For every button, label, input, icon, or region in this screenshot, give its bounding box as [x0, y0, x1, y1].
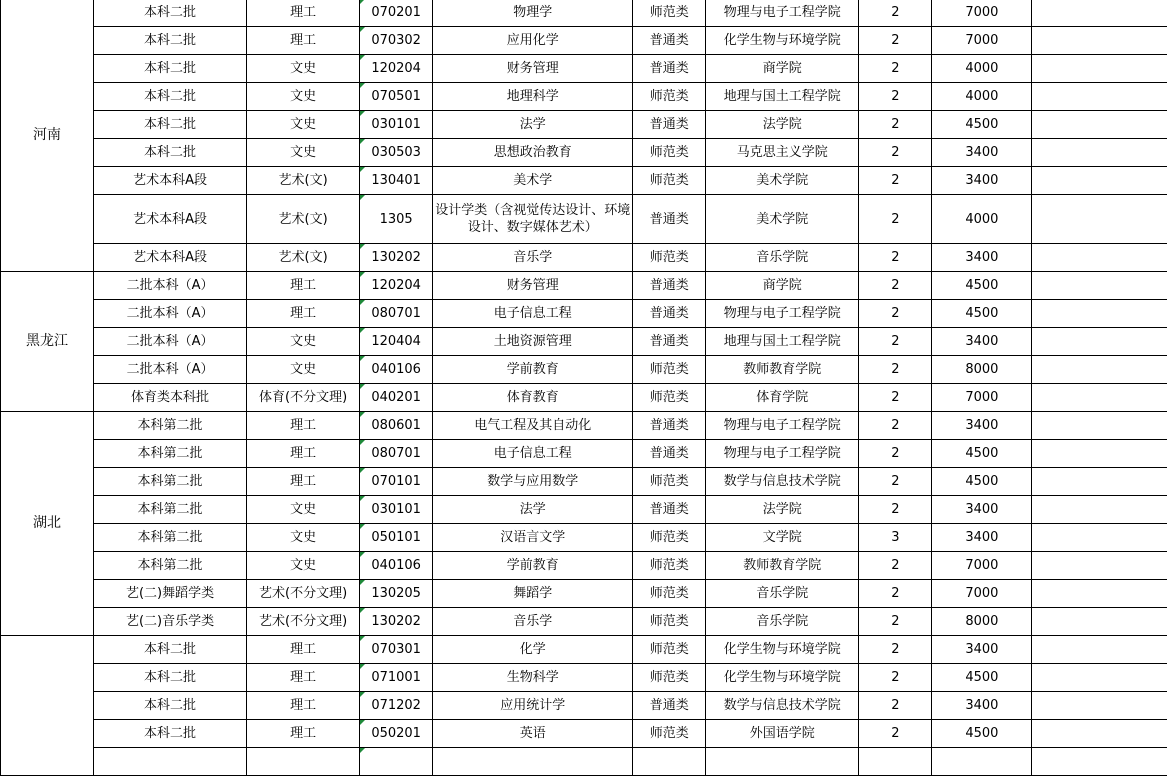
type-cell: 普通类 — [633, 111, 706, 139]
years-cell: 2 — [859, 720, 932, 748]
batch-cell: 本科第二批 — [94, 412, 247, 440]
type-cell: 普通类 — [633, 440, 706, 468]
years-cell: 2 — [859, 300, 932, 328]
empty-cell — [1032, 27, 1167, 55]
code-cell: 080701 — [360, 440, 433, 468]
empty-cell — [1032, 195, 1167, 244]
college-cell: 化学生物与环境学院 — [706, 636, 859, 664]
college-cell: 音乐学院 — [706, 244, 859, 272]
empty-cell — [1032, 0, 1167, 27]
college-cell: 化学生物与环境学院 — [706, 664, 859, 692]
empty-cell — [1032, 384, 1167, 412]
type-cell: 普通类 — [633, 300, 706, 328]
college-cell: 数学与信息技术学院 — [706, 468, 859, 496]
college-cell: 文学院 — [706, 524, 859, 552]
college-cell: 地理与国土工程学院 — [706, 328, 859, 356]
batch-cell: 艺术本科A段 — [94, 195, 247, 244]
code-cell: 050101 — [360, 524, 433, 552]
code-cell: 1305 — [360, 195, 433, 244]
major-cell: 美术学 — [433, 167, 633, 195]
empty-cell — [1032, 636, 1167, 664]
major-cell: 应用化学 — [433, 27, 633, 55]
code-cell: 120204 — [360, 55, 433, 83]
major-cell: 化学 — [433, 636, 633, 664]
fee-cell: 4000 — [932, 195, 1032, 244]
category-cell: 文史 — [247, 552, 360, 580]
fee-cell: 4000 — [932, 83, 1032, 111]
category-cell: 理工 — [247, 300, 360, 328]
table-row — [1, 83, 1167, 111]
fee-cell: 3400 — [932, 328, 1032, 356]
college-cell: 物理与电子工程学院 — [706, 412, 859, 440]
category-cell: 理工 — [247, 636, 360, 664]
table-row — [1, 139, 1167, 167]
batch-cell: 本科二批 — [94, 720, 247, 748]
empty-cell — [1032, 328, 1167, 356]
batch-cell: 本科第二批 — [94, 440, 247, 468]
years-cell: 2 — [859, 195, 932, 244]
category-cell: 艺术(不分文理) — [247, 580, 360, 608]
fee-cell: 3400 — [932, 524, 1032, 552]
batch-cell: 二批本科（A） — [94, 300, 247, 328]
major-cell: 体育教育 — [433, 384, 633, 412]
batch-cell: 本科二批 — [94, 111, 247, 139]
fee-cell: 7000 — [932, 27, 1032, 55]
category-cell: 理工 — [247, 27, 360, 55]
type-cell: 师范类 — [633, 244, 706, 272]
empty-cell — [1032, 440, 1167, 468]
major-cell: 汉语言文学 — [433, 524, 633, 552]
table-row — [1, 608, 1167, 636]
category-cell — [247, 748, 360, 776]
empty-cell — [1032, 720, 1167, 748]
type-cell: 普通类 — [633, 328, 706, 356]
code-cell: 070302 — [360, 27, 433, 55]
province-cell — [1, 636, 94, 776]
province-cell: 湖北 — [1, 412, 94, 636]
batch-cell: 本科第二批 — [94, 496, 247, 524]
years-cell: 2 — [859, 328, 932, 356]
category-cell: 理工 — [247, 692, 360, 720]
major-cell: 财务管理 — [433, 55, 633, 83]
years-cell: 2 — [859, 0, 932, 27]
table-row — [1, 496, 1167, 524]
batch-cell: 本科二批 — [94, 0, 247, 27]
empty-cell — [1032, 468, 1167, 496]
code-cell: 080601 — [360, 412, 433, 440]
table-row — [1, 356, 1167, 384]
table-row — [1, 412, 1167, 440]
college-cell: 马克思主义学院 — [706, 139, 859, 167]
table-row — [1, 468, 1167, 496]
type-cell: 普通类 — [633, 55, 706, 83]
category-cell: 文史 — [247, 496, 360, 524]
batch-cell: 艺术本科A段 — [94, 167, 247, 195]
fee-cell: 7000 — [932, 580, 1032, 608]
college-cell: 体育学院 — [706, 384, 859, 412]
category-cell: 理工 — [247, 272, 360, 300]
college-cell: 美术学院 — [706, 167, 859, 195]
batch-cell: 二批本科（A） — [94, 272, 247, 300]
fee-cell: 4500 — [932, 720, 1032, 748]
type-cell: 师范类 — [633, 636, 706, 664]
type-cell: 普通类 — [633, 27, 706, 55]
code-cell: 071001 — [360, 664, 433, 692]
fee-cell: 3400 — [932, 692, 1032, 720]
category-cell: 文史 — [247, 328, 360, 356]
fee-cell: 8000 — [932, 608, 1032, 636]
fee-cell: 7000 — [932, 552, 1032, 580]
fee-cell: 3400 — [932, 244, 1032, 272]
type-cell: 师范类 — [633, 608, 706, 636]
college-cell: 物理与电子工程学院 — [706, 300, 859, 328]
major-cell: 生物科学 — [433, 664, 633, 692]
major-cell: 设计学类（含视觉传达设计、环境设计、数字媒体艺术） — [433, 195, 633, 244]
table-row — [1, 440, 1167, 468]
empty-cell — [1032, 580, 1167, 608]
fee-cell: 4500 — [932, 300, 1032, 328]
type-cell: 师范类 — [633, 167, 706, 195]
fee-cell: 4500 — [932, 111, 1032, 139]
type-cell — [633, 748, 706, 776]
type-cell: 师范类 — [633, 580, 706, 608]
code-cell: 070201 — [360, 0, 433, 27]
major-cell: 电子信息工程 — [433, 440, 633, 468]
type-cell: 普通类 — [633, 412, 706, 440]
fee-cell — [932, 748, 1032, 776]
type-cell: 普通类 — [633, 496, 706, 524]
college-cell: 商学院 — [706, 55, 859, 83]
fee-cell: 3400 — [932, 139, 1032, 167]
years-cell — [859, 748, 932, 776]
table-row — [1, 524, 1167, 552]
code-cell: 130202 — [360, 244, 433, 272]
major-cell: 学前教育 — [433, 356, 633, 384]
years-cell: 2 — [859, 636, 932, 664]
batch-cell: 本科第二批 — [94, 468, 247, 496]
college-cell: 教师教育学院 — [706, 552, 859, 580]
college-cell: 美术学院 — [706, 195, 859, 244]
years-cell: 2 — [859, 440, 932, 468]
code-cell: 040106 — [360, 356, 433, 384]
category-cell: 文史 — [247, 83, 360, 111]
table-row — [1, 580, 1167, 608]
code-cell: 070301 — [360, 636, 433, 664]
major-cell — [433, 748, 633, 776]
years-cell: 2 — [859, 55, 932, 83]
province-cell: 黑龙江 — [1, 272, 94, 412]
empty-cell — [1032, 356, 1167, 384]
years-cell: 2 — [859, 27, 932, 55]
table-body — [1, 0, 1167, 776]
table-row — [1, 244, 1167, 272]
college-cell: 数学与信息技术学院 — [706, 692, 859, 720]
type-cell: 师范类 — [633, 139, 706, 167]
category-cell: 理工 — [247, 720, 360, 748]
major-cell: 音乐学 — [433, 244, 633, 272]
table-row — [1, 0, 1167, 27]
fee-cell: 3400 — [932, 636, 1032, 664]
empty-cell — [1032, 167, 1167, 195]
code-cell: 030101 — [360, 496, 433, 524]
major-cell: 思想政治教育 — [433, 139, 633, 167]
empty-cell — [1032, 496, 1167, 524]
empty-cell — [1032, 272, 1167, 300]
type-cell: 师范类 — [633, 524, 706, 552]
years-cell: 2 — [859, 244, 932, 272]
major-cell: 舞蹈学 — [433, 580, 633, 608]
college-cell: 外国语学院 — [706, 720, 859, 748]
code-cell: 130202 — [360, 608, 433, 636]
batch-cell: 艺(二)舞蹈学类 — [94, 580, 247, 608]
fee-cell: 7000 — [932, 0, 1032, 27]
table-row — [1, 272, 1167, 300]
table-row — [1, 384, 1167, 412]
code-cell: 030101 — [360, 111, 433, 139]
fee-cell: 3400 — [932, 167, 1032, 195]
major-cell: 财务管理 — [433, 272, 633, 300]
batch-cell: 二批本科（A） — [94, 328, 247, 356]
major-cell: 英语 — [433, 720, 633, 748]
batch-cell: 本科第二批 — [94, 524, 247, 552]
code-cell: 080701 — [360, 300, 433, 328]
empty-cell — [1032, 524, 1167, 552]
category-cell: 理工 — [247, 0, 360, 27]
category-cell: 艺术(文) — [247, 244, 360, 272]
empty-cell — [1032, 664, 1167, 692]
code-cell: 130401 — [360, 167, 433, 195]
table-row — [1, 195, 1167, 244]
major-cell: 电气工程及其自动化 — [433, 412, 633, 440]
batch-cell: 艺(二)音乐学类 — [94, 608, 247, 636]
code-cell: 120204 — [360, 272, 433, 300]
batch-cell: 体育类本科批 — [94, 384, 247, 412]
batch-cell: 二批本科（A） — [94, 356, 247, 384]
years-cell: 2 — [859, 83, 932, 111]
years-cell: 2 — [859, 412, 932, 440]
code-cell: 070101 — [360, 468, 433, 496]
batch-cell: 本科第二批 — [94, 552, 247, 580]
type-cell: 师范类 — [633, 0, 706, 27]
college-cell: 法学院 — [706, 111, 859, 139]
college-cell: 音乐学院 — [706, 608, 859, 636]
type-cell: 师范类 — [633, 664, 706, 692]
fee-cell: 4500 — [932, 272, 1032, 300]
empty-cell — [1032, 244, 1167, 272]
college-cell: 法学院 — [706, 496, 859, 524]
type-cell: 普通类 — [633, 195, 706, 244]
code-cell: 040201 — [360, 384, 433, 412]
table-row — [1, 636, 1167, 664]
table-row — [1, 27, 1167, 55]
type-cell: 师范类 — [633, 720, 706, 748]
code-cell: 070501 — [360, 83, 433, 111]
fee-cell: 4500 — [932, 468, 1032, 496]
years-cell: 2 — [859, 580, 932, 608]
years-cell: 2 — [859, 167, 932, 195]
table-row — [1, 111, 1167, 139]
college-cell: 教师教育学院 — [706, 356, 859, 384]
college-cell: 化学生物与环境学院 — [706, 27, 859, 55]
category-cell: 理工 — [247, 468, 360, 496]
table-row — [1, 167, 1167, 195]
college-cell: 物理与电子工程学院 — [706, 440, 859, 468]
fee-cell: 3400 — [932, 412, 1032, 440]
years-cell: 2 — [859, 111, 932, 139]
empty-cell — [1032, 692, 1167, 720]
years-cell: 3 — [859, 524, 932, 552]
batch-cell: 本科二批 — [94, 664, 247, 692]
category-cell: 艺术(不分文理) — [247, 608, 360, 636]
major-cell: 法学 — [433, 111, 633, 139]
table-row — [1, 748, 1167, 776]
category-cell: 体育(不分文理) — [247, 384, 360, 412]
college-cell: 物理与电子工程学院 — [706, 0, 859, 27]
empty-cell — [1032, 608, 1167, 636]
batch-cell: 本科二批 — [94, 55, 247, 83]
years-cell: 2 — [859, 272, 932, 300]
empty-cell — [1032, 552, 1167, 580]
years-cell: 2 — [859, 384, 932, 412]
years-cell: 2 — [859, 608, 932, 636]
empty-cell — [1032, 139, 1167, 167]
code-cell: 030503 — [360, 139, 433, 167]
empty-cell — [1032, 111, 1167, 139]
type-cell: 师范类 — [633, 356, 706, 384]
fee-cell: 4500 — [932, 664, 1032, 692]
code-cell: 071202 — [360, 692, 433, 720]
type-cell: 师范类 — [633, 552, 706, 580]
category-cell: 文史 — [247, 524, 360, 552]
table-row — [1, 720, 1167, 748]
batch-cell: 本科二批 — [94, 27, 247, 55]
code-cell: 130205 — [360, 580, 433, 608]
category-cell: 理工 — [247, 412, 360, 440]
code-cell: 040106 — [360, 552, 433, 580]
code-cell — [360, 748, 433, 776]
category-cell: 艺术(文) — [247, 195, 360, 244]
category-cell: 文史 — [247, 356, 360, 384]
years-cell: 2 — [859, 139, 932, 167]
fee-cell: 7000 — [932, 384, 1032, 412]
batch-cell — [94, 748, 247, 776]
table-row — [1, 552, 1167, 580]
major-cell: 应用统计学 — [433, 692, 633, 720]
years-cell: 2 — [859, 496, 932, 524]
code-cell: 050201 — [360, 720, 433, 748]
empty-cell — [1032, 300, 1167, 328]
college-cell: 地理与国土工程学院 — [706, 83, 859, 111]
province-cell: 河南 — [1, 0, 94, 272]
major-cell: 数学与应用数学 — [433, 468, 633, 496]
college-cell: 音乐学院 — [706, 580, 859, 608]
category-cell: 理工 — [247, 664, 360, 692]
type-cell: 师范类 — [633, 384, 706, 412]
batch-cell: 本科二批 — [94, 636, 247, 664]
code-cell: 120404 — [360, 328, 433, 356]
batch-cell: 本科二批 — [94, 139, 247, 167]
years-cell: 2 — [859, 692, 932, 720]
fee-cell: 4000 — [932, 55, 1032, 83]
type-cell: 普通类 — [633, 272, 706, 300]
category-cell: 文史 — [247, 111, 360, 139]
batch-cell: 本科二批 — [94, 83, 247, 111]
table-row — [1, 300, 1167, 328]
major-cell: 电子信息工程 — [433, 300, 633, 328]
years-cell: 2 — [859, 356, 932, 384]
years-cell: 2 — [859, 664, 932, 692]
college-cell: 商学院 — [706, 272, 859, 300]
major-cell: 音乐学 — [433, 608, 633, 636]
years-cell: 2 — [859, 468, 932, 496]
fee-cell: 3400 — [932, 496, 1032, 524]
type-cell: 师范类 — [633, 83, 706, 111]
table-row — [1, 55, 1167, 83]
category-cell: 艺术(文) — [247, 167, 360, 195]
category-cell: 理工 — [247, 440, 360, 468]
years-cell: 2 — [859, 552, 932, 580]
empty-cell — [1032, 412, 1167, 440]
table-row — [1, 692, 1167, 720]
type-cell: 普通类 — [633, 692, 706, 720]
major-cell: 土地资源管理 — [433, 328, 633, 356]
fee-cell: 4500 — [932, 440, 1032, 468]
college-cell — [706, 748, 859, 776]
major-cell: 学前教育 — [433, 552, 633, 580]
batch-cell: 本科二批 — [94, 692, 247, 720]
empty-cell — [1032, 748, 1167, 776]
empty-cell — [1032, 55, 1167, 83]
fee-cell: 8000 — [932, 356, 1032, 384]
table-row — [1, 328, 1167, 356]
major-cell: 地理科学 — [433, 83, 633, 111]
type-cell: 师范类 — [633, 468, 706, 496]
table-row — [1, 664, 1167, 692]
category-cell: 文史 — [247, 55, 360, 83]
batch-cell: 艺术本科A段 — [94, 244, 247, 272]
major-cell: 法学 — [433, 496, 633, 524]
major-cell: 物理学 — [433, 0, 633, 27]
empty-cell — [1032, 83, 1167, 111]
category-cell: 文史 — [247, 139, 360, 167]
